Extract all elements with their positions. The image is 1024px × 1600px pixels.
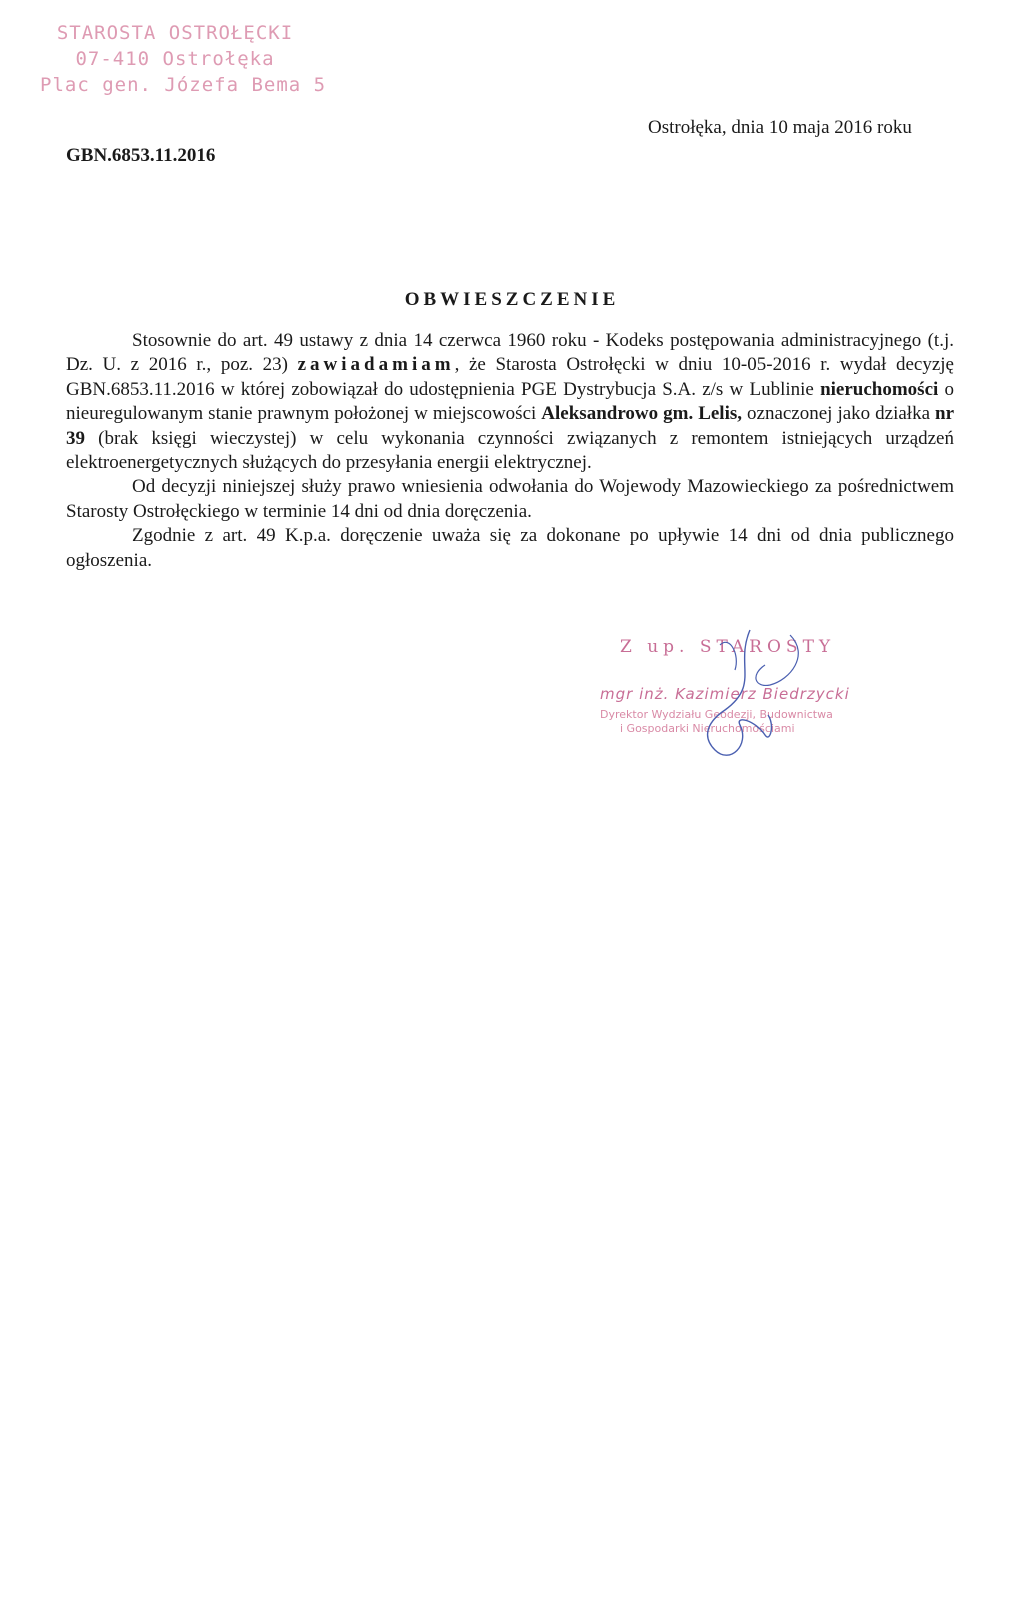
reference-number: GBN.6853.11.2016	[66, 145, 216, 166]
paragraph1-part2: , że Starosta Ostrołęcki w dniu 10-05-2016 r. wydał decyzję GBN.6853.11.2016 w której zobowiązał do udostępnienia PGE Dystrybucja S.A. z/s w Lublinie	[66, 354, 954, 400]
paragraph1-spaced-word: zawiadamiam	[297, 354, 455, 376]
paragraph-delivery: Zgodnie z art. 49 K.p.a. doręczenie uważa się za dokonane po upływie 14 dni od dnia publicznego ogłoszenia.	[66, 525, 954, 571]
office-stamp	[40, 20, 327, 98]
paragraph1-part4: oznaczonej jako działka	[742, 403, 935, 425]
paragraph-notice	[66, 329, 954, 475]
document-body	[66, 329, 954, 573]
paragraph1-part5: (brak księgi wieczystej) w celu wykonania czynności związanych z remontem istniejących urządzeń elektroenergetycznych służących do przesyłania energii elektrycznej.	[66, 427, 954, 474]
paragraph1-bold3: nr 39	[66, 403, 954, 449]
stamp-line-2: 07-410 Ostrołęka	[75, 48, 275, 70]
signatory-title-line-1: Dyrektor Wydziału Geodezji, Budownictwa	[600, 708, 833, 721]
document-title: OBWIESZCZENIE	[404, 289, 620, 310]
place-and-date: Ostrołęka, dnia 10 maja 2016 roku	[648, 117, 912, 138]
signatory-title-line-2: i Gospodarki Nieruchomościami	[620, 722, 795, 735]
paragraph1-bold1: nieruchomości	[820, 378, 939, 400]
signatory-name: mgr inż. Kazimierz Biedrzycki	[600, 685, 850, 703]
stamp-line-1: STAROSTA OSTROŁĘCKI	[56, 22, 294, 44]
paragraph1-part1: Stosownie do art. 49 ustawy z dnia 14 czerwca 1960 roku - Kodeks postępowania administracyjnego (t.j. Dz. U. z 2016 r., poz. 23)	[66, 330, 954, 376]
paragraph1-bold2: Aleksandrowo gm. Lelis,	[541, 403, 743, 425]
paragraph1-part3: o nieuregulowanym stanie prawnym położonej w miejscowości	[66, 378, 954, 425]
signature-block	[600, 625, 900, 775]
stamp-line-3: Plac gen. Józefa Bema 5	[40, 74, 327, 96]
handwritten-signature	[640, 625, 820, 775]
signature-zup-line: Z up. STAROSTY	[620, 637, 836, 657]
paragraph-appeal: Od decyzji niniejszej służy prawo wniesienia odwołania do Wojewody Mazowieckiego za pośrednictwem Starosty Ostrołęckiego w terminie 14 dni od dnia doręczenia.	[66, 476, 954, 522]
